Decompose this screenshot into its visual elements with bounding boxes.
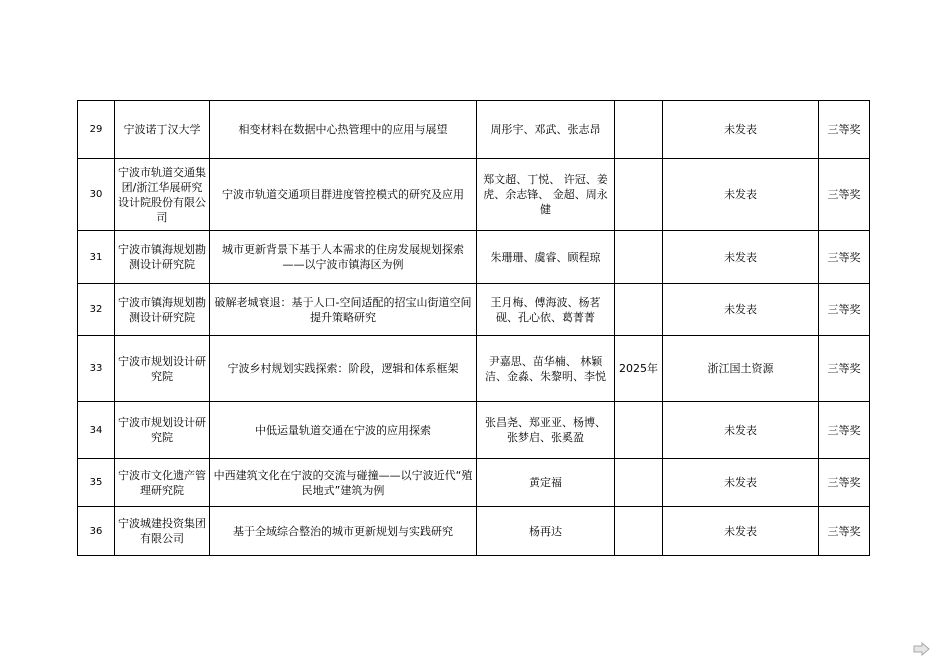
- award-cell: 三等奖: [819, 336, 870, 402]
- year-cell: [615, 402, 663, 459]
- award-cell: 三等奖: [819, 159, 870, 231]
- table-row: [78, 284, 870, 336]
- authors-cell: 朱珊珊、虞睿、顾程琼: [477, 231, 615, 284]
- title-cell: 破解老城衰退：基于人口-空间适配的招宝山街道空间提升策略研究: [210, 284, 477, 336]
- unit-cell: 宁波市轨道交通集团/浙江华展研究设计院股份有限公司: [115, 159, 210, 231]
- publication-cell: 未发表: [663, 101, 819, 159]
- title-cell: 中低运量轨道交通在宁波的应用探索: [210, 402, 477, 459]
- table-row: [78, 402, 870, 459]
- row-number: 35: [78, 459, 115, 507]
- authors-cell: 尹嘉思、苗华楠、 林颖洁、金淼、朱黎明、李悦: [477, 336, 615, 402]
- authors-cell: 周彤宇、邓武、张志昂: [477, 101, 615, 159]
- row-number: 34: [78, 402, 115, 459]
- award-cell: 三等奖: [819, 459, 870, 507]
- table-row: [78, 101, 870, 159]
- year-cell: 2025年: [615, 336, 663, 402]
- row-number: 31: [78, 231, 115, 284]
- table-row: [78, 159, 870, 231]
- title-cell: 基于全域综合整治的城市更新规划与实践研究: [210, 507, 477, 556]
- award-cell: 三等奖: [819, 402, 870, 459]
- year-cell: [615, 284, 663, 336]
- publication-cell: 浙江国土资源: [663, 336, 819, 402]
- title-cell: 中西建筑文化在宁波的交流与碰撞——以宁波近代“殖民地式”建筑为例: [210, 459, 477, 507]
- table-row: [78, 459, 870, 507]
- title-cell: 相变材料在数据中心热管理中的应用与展望: [210, 101, 477, 159]
- year-cell: [615, 159, 663, 231]
- row-number: 30: [78, 159, 115, 231]
- authors-cell: 郑文超、丁悦、 许冠、姜虎、余志锋、 金超、周永健: [477, 159, 615, 231]
- row-number: 36: [78, 507, 115, 556]
- award-cell: 三等奖: [819, 101, 870, 159]
- publication-cell: 未发表: [663, 231, 819, 284]
- authors-cell: 黄定福: [477, 459, 615, 507]
- award-cell: 三等奖: [819, 284, 870, 336]
- award-cell: 三等奖: [819, 231, 870, 284]
- unit-cell: 宁波城建投资集团有限公司: [115, 507, 210, 556]
- authors-cell: 张昌尧、郑亚亚、杨博、张梦启、张奚盈: [477, 402, 615, 459]
- awards-table: [77, 100, 870, 556]
- publication-cell: 未发表: [663, 159, 819, 231]
- award-cell: 三等奖: [819, 507, 870, 556]
- unit-cell: 宁波市镇海规划勘测设计研究院: [115, 284, 210, 336]
- unit-cell: 宁波市镇海规划勘测设计研究院: [115, 231, 210, 284]
- row-number: 33: [78, 336, 115, 402]
- table-row: [78, 336, 870, 402]
- unit-cell: 宁波市文化遗产管理研究院: [115, 459, 210, 507]
- year-cell: [615, 507, 663, 556]
- unit-cell: 宁波市规划设计研究院: [115, 336, 210, 402]
- unit-cell: 宁波市规划设计研究院: [115, 402, 210, 459]
- table-row: [78, 231, 870, 284]
- title-cell: 城市更新背景下基于人本需求的住房发展规划探索——以宁波市镇海区为例: [210, 231, 477, 284]
- year-cell: [615, 231, 663, 284]
- title-cell: 宁波乡村规划实践探索：阶段，逻辑和体系框架: [210, 336, 477, 402]
- publication-cell: 未发表: [663, 507, 819, 556]
- authors-cell: 杨再达: [477, 507, 615, 556]
- unit-cell: 宁波诺丁汉大学: [115, 101, 210, 159]
- next-page-arrow-icon[interactable]: [913, 641, 931, 655]
- arrow-right-icon: [913, 642, 931, 656]
- authors-cell: 王月梅、傅海波、杨茗砚、孔心依、葛菁菁: [477, 284, 615, 336]
- year-cell: [615, 101, 663, 159]
- row-number: 29: [78, 101, 115, 159]
- publication-cell: 未发表: [663, 284, 819, 336]
- row-number: 32: [78, 284, 115, 336]
- publication-cell: 未发表: [663, 402, 819, 459]
- title-cell: 宁波市轨道交通项目群进度管控模式的研究及应用: [210, 159, 477, 231]
- publication-cell: 未发表: [663, 459, 819, 507]
- year-cell: [615, 459, 663, 507]
- table-row: [78, 507, 870, 556]
